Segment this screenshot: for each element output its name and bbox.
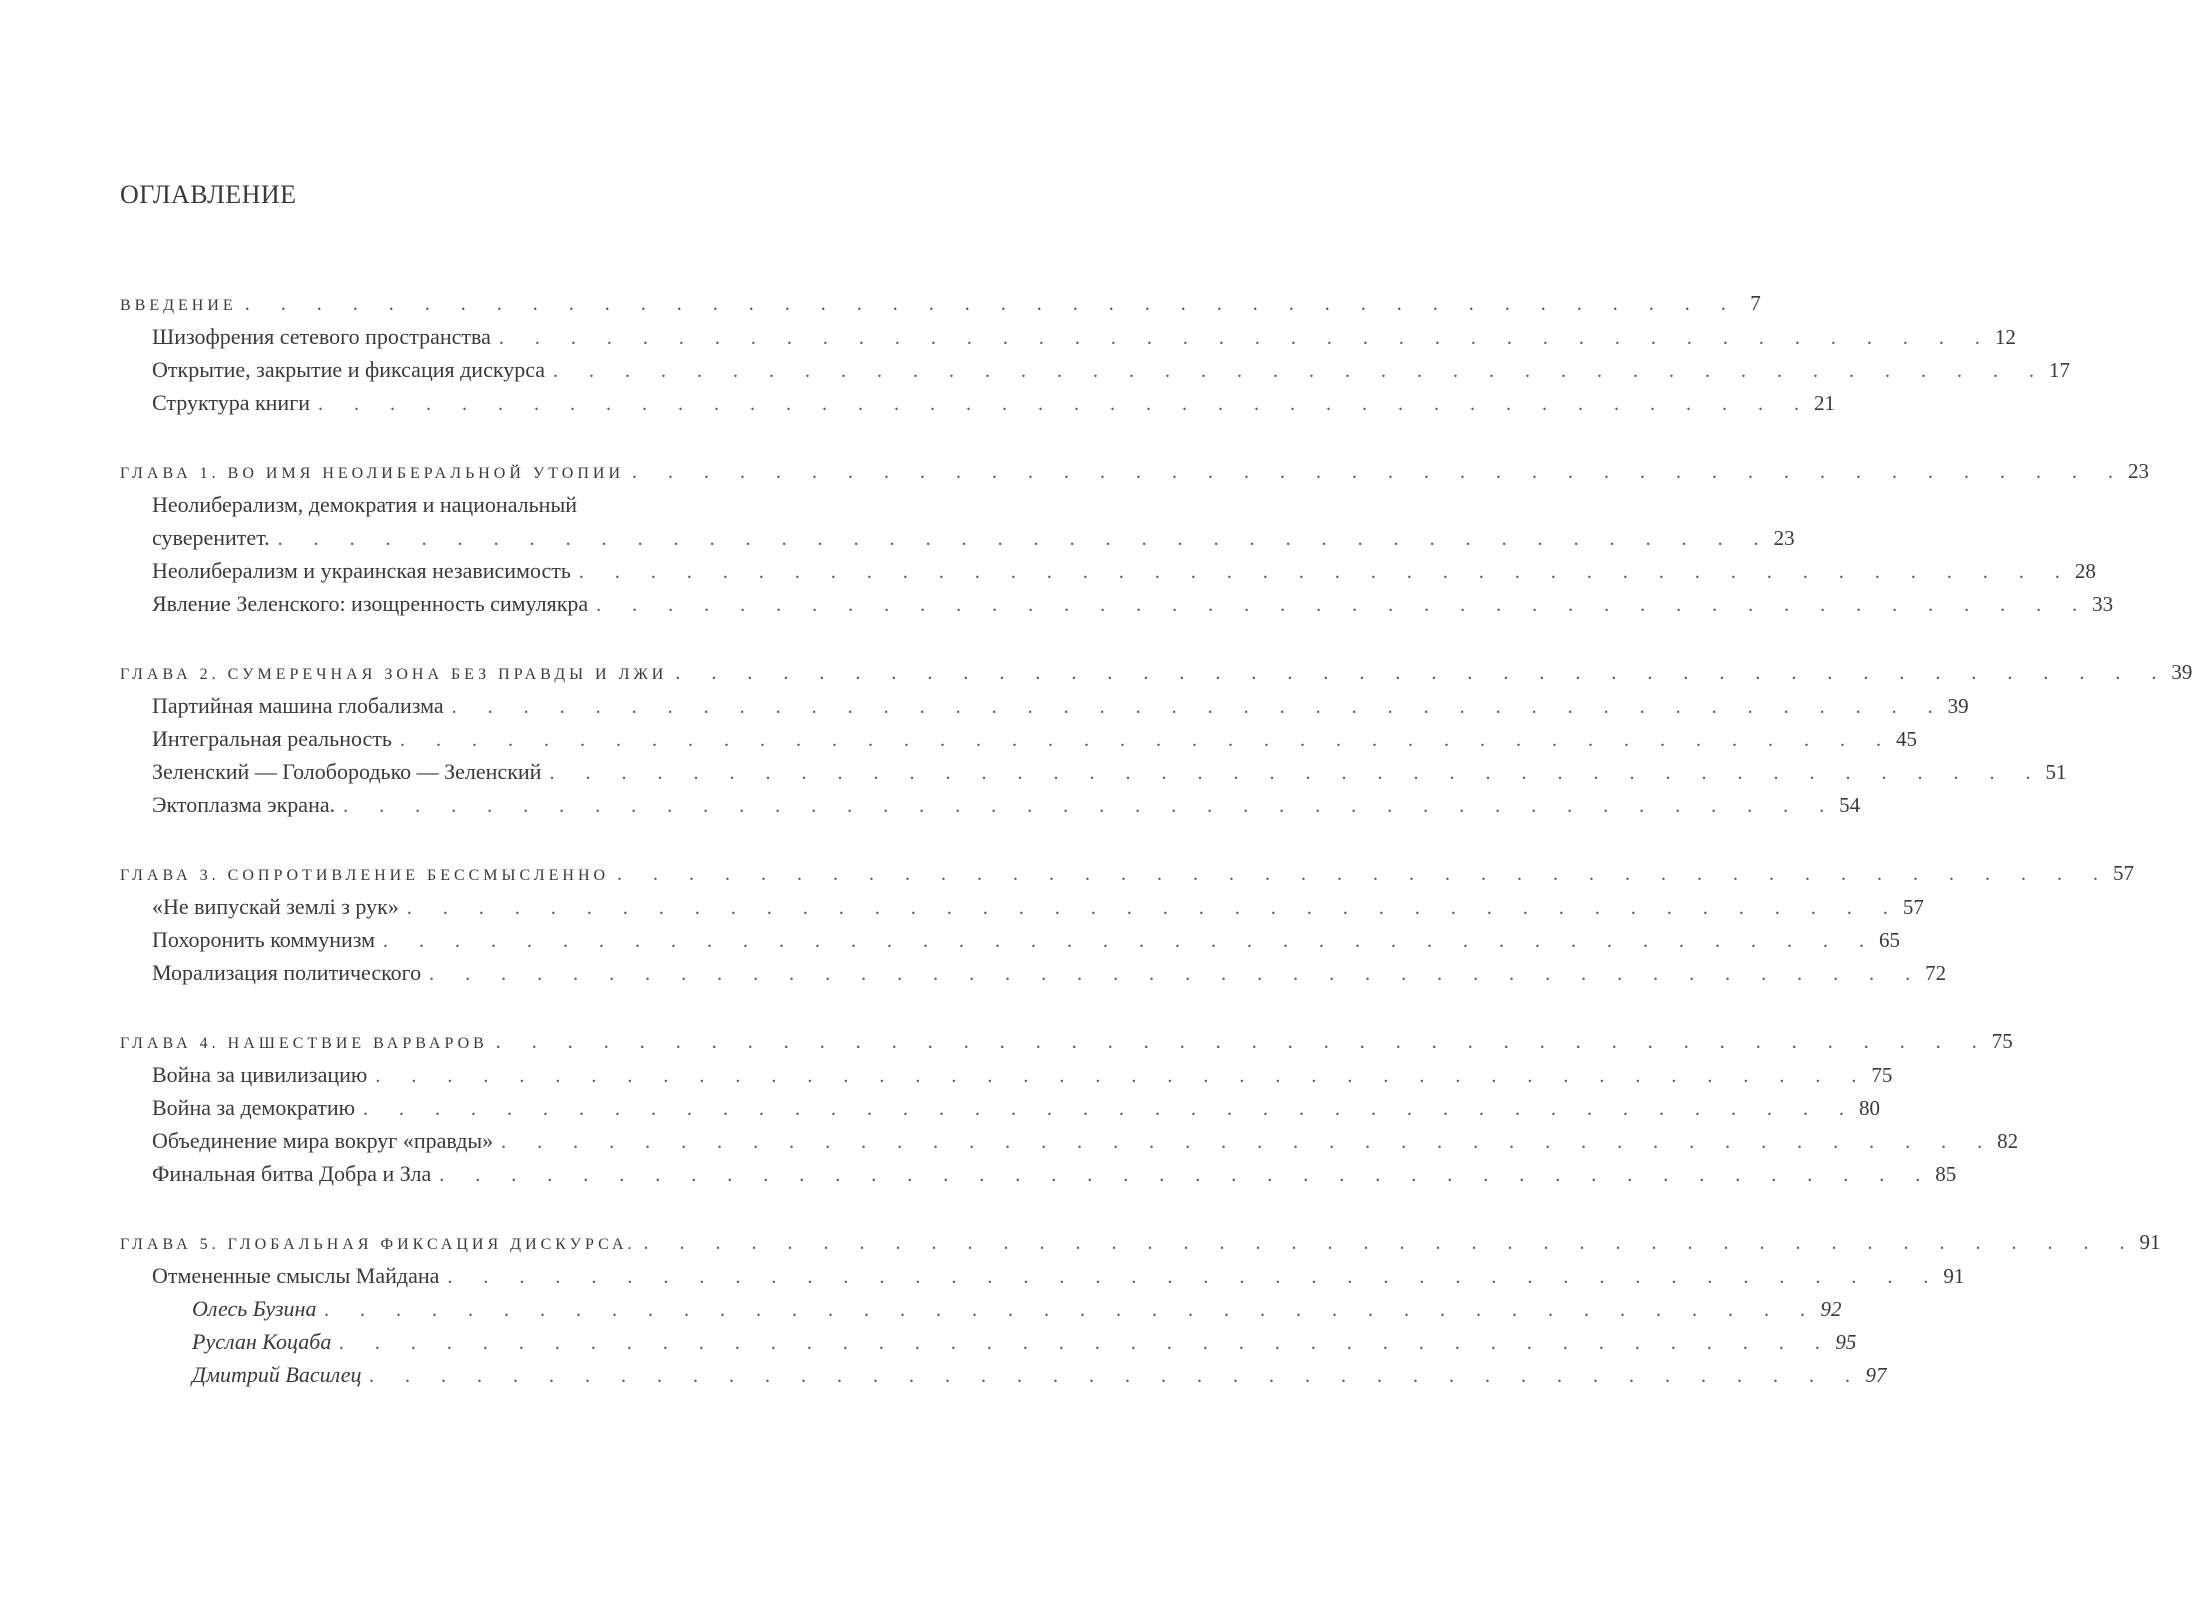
leader-dots: . . . . . . . . . . . . . . . . . . . . . . . . . . . . . . . . . . . . . . . . . . xyxy=(578,561,2073,583)
toc-section-chapter-3 xyxy=(120,857,2135,989)
entry-label: Явление Зеленского: изощренность симулякра xyxy=(152,591,589,616)
page-number: 97 xyxy=(1865,1363,1887,1387)
page-number: 91 xyxy=(2139,1230,2161,1254)
entry-label: Морализация политического xyxy=(152,960,422,985)
chapter-label: ГЛАВА 4. НАШЕСТВИЕ ВАРВАРОВ xyxy=(120,1035,488,1052)
subentry-label: Олесь Бузина xyxy=(192,1296,317,1321)
leader-dots: . . . . . . . . . . . . . . . . . . . . . . . . . . . . . . . . . . . . . . . . . . xyxy=(447,1266,1942,1288)
entry-label: Эктоплазма экрана. xyxy=(152,792,336,817)
entry-label: Структура книги xyxy=(152,390,310,415)
toc-section-introduction xyxy=(120,287,2071,419)
chapter-label: ГЛАВА 2. СУМЕРЕЧНАЯ ЗОНА БЕЗ ПРАВДЫ И ЛЖИ xyxy=(120,666,668,683)
page-number: 72 xyxy=(1925,961,1947,985)
toc-entry-row[interactable] xyxy=(120,320,2016,353)
page-number: 54 xyxy=(1839,793,1861,817)
toc-entry-row[interactable] xyxy=(120,386,1835,419)
toc-section-chapter-4 xyxy=(120,1025,2019,1190)
chapter-label: ГЛАВА 1. ВО ИМЯ НЕОЛИБЕРАЛЬНОЙ УТОПИИ xyxy=(120,465,625,482)
entry-label: Неолиберализм, демократия и национальный xyxy=(152,492,577,517)
page-number: 7 xyxy=(1750,291,1761,315)
toc-chapter-row[interactable] xyxy=(120,455,2150,488)
entry-label: Шизофрения сетевого пространства xyxy=(152,324,491,349)
leader-dots: . . . . . . . . . . . . . . . . . . . . . . . . . . . . . . . . . . . . . . . . . . xyxy=(375,1065,1870,1087)
toc-entry-row-line-1[interactable] xyxy=(120,488,860,521)
toc-entry-row[interactable] xyxy=(120,1157,1957,1190)
toc-entry-row[interactable] xyxy=(120,956,1947,989)
toc-entry-row[interactable] xyxy=(120,1091,1881,1124)
entry-label: Война за демократию xyxy=(152,1095,356,1120)
leader-dots: . . . . . . . . . . . . . . . . . . . . . . . . . . . . . . . . . . . . . . . . . . xyxy=(501,1131,1996,1153)
toc-section-chapter-5 xyxy=(120,1226,2161,1391)
page-number: 33 xyxy=(2092,592,2114,616)
page-number: 39 xyxy=(2171,660,2192,684)
toc-entry-row[interactable] xyxy=(120,554,2096,587)
toc-chapter-row[interactable] xyxy=(120,656,2192,689)
entry-label: Зеленский — Голобородько — Зеленский xyxy=(152,759,542,784)
chapter-label: ГЛАВА 5. ГЛОБАЛЬНАЯ ФИКСАЦИЯ ДИСКУРСА. xyxy=(120,1236,636,1253)
leader-dots: . . . . . . . . . . . . . . . . . . . . . . . . . . . . . . . . . . . . . . . . . . xyxy=(617,863,2112,885)
leader-dots: . . . . . . . . . . . . . . . . . . . . . . . . . . . . . . . . . . . . . . . . . . xyxy=(549,762,2044,784)
subentry-label: Руслан Коцаба xyxy=(192,1329,332,1354)
entry-label: «Не випускай землі з рук» xyxy=(152,894,399,919)
entry-label: Финальная битва Добра и Зла xyxy=(152,1161,432,1186)
page-title: ОГЛАВЛЕНИЕ xyxy=(120,180,297,209)
toc-entry-row[interactable] xyxy=(120,689,1969,722)
leader-dots: . . . . . . . . . . . . . . . . . . . . . . . . . . . . . . . . . . . . . . . . . . xyxy=(399,729,1894,751)
leader-dots: . . . . . . . . . . . . . . . . . . . . . . . . . . . . . . . . . . . . . . . . . . xyxy=(675,662,2170,684)
page-number: 95 xyxy=(1835,1330,1857,1354)
leader-dots: . . . . . . . . . . . . . . . . . . . . . . . . . . . . . . . . . . . . . . . . . . xyxy=(318,393,1812,415)
page-number: 12 xyxy=(1994,325,2016,349)
page-number: 57 xyxy=(1902,895,1924,919)
page-number: 57 xyxy=(2113,861,2135,885)
leader-dots: . . . . . . . . . . . . . . . . . . . . . . . . . . . . . . . . . . . . . . . . . . xyxy=(324,1299,1819,1321)
entry-label: Отмененные смыслы Майдана xyxy=(152,1263,440,1288)
page-number: 75 xyxy=(1871,1063,1893,1087)
toc-subentry-row[interactable] xyxy=(120,1325,1857,1358)
page-number: 21 xyxy=(1814,391,1835,415)
toc-entry-row[interactable] xyxy=(120,1259,1965,1292)
entry-label: Интегральная реальность xyxy=(152,726,392,751)
leader-dots: . . . . . . . . . . . . . . . . . . . . . . . . . . . . . . . . . . . . . . . . . . xyxy=(277,528,1772,550)
table-of-contents xyxy=(120,287,2192,1427)
leader-dots: . . . . . . . . . . . . . . . . . . . . . . . . . . . . . . . . . . . . . . . . . . xyxy=(498,327,1993,349)
entry-label: Война за цивилизацию xyxy=(152,1062,368,1087)
leader-dots: . . . . . . . . . . . . . . . . . . . . . . . . . . . . . . . . . . . . . . . . . . xyxy=(383,930,1878,952)
chapter-label: ГЛАВА 3. СОПРОТИВЛЕНИЕ БЕССМЫСЛЕННО xyxy=(120,867,610,884)
leader-dots: . . . . . . . . . . . . . . . . . . . . . . . . . . . . . . . . . . . . . . . . . . xyxy=(363,1098,1858,1120)
toc-entry-row[interactable] xyxy=(120,587,2114,620)
page-number: 45 xyxy=(1895,727,1917,751)
leader-dots: . . . . . . . . . . . . . . . . . . . . . . . . . . . . . . . . . . . . . . . . . . xyxy=(429,963,1924,985)
toc-section-chapter-1 xyxy=(120,455,2150,620)
entry-label: Объединение мира вокруг «правды» xyxy=(152,1128,494,1153)
toc-entry-row[interactable] xyxy=(120,923,1901,956)
entry-label: суверенитет. xyxy=(152,525,270,550)
page-number: 17 xyxy=(2049,358,2071,382)
toc-chapter-row[interactable] xyxy=(120,287,1761,320)
leader-dots: . . . . . . . . . . . . . . . . . . . . . . . . . . . . . . . . . . . . . . . . . . xyxy=(439,1164,1934,1186)
toc-chapter-row[interactable] xyxy=(120,1226,2161,1259)
page-number: 23 xyxy=(2128,459,2150,483)
leader-dots: . . . . . . . . . . . . . . . . . . . . . . . . . . . . . . . . . . . . . . . . . . xyxy=(643,1232,2138,1254)
subentry-label: Дмитрий Василец xyxy=(192,1362,362,1387)
toc-chapter-row[interactable] xyxy=(120,857,2135,890)
leader-dots: . . . . . . . . . . . . . . . . . . . . . . . . . . . . . . . . . . . . . . . . . . xyxy=(632,461,2127,483)
toc-entry-row-line-2[interactable] xyxy=(120,521,1795,554)
entry-label: Партийная машина глобализма xyxy=(152,693,444,718)
leader-dots: . . . . . . . . . . . . . . . . . . . . . . . . . . . . . . . . . . . . . . . . . . xyxy=(369,1365,1864,1387)
page-number: 75 xyxy=(1991,1029,2013,1053)
toc-entry-row[interactable] xyxy=(120,788,1861,821)
page-number: 85 xyxy=(1935,1162,1957,1186)
toc-entry-row[interactable] xyxy=(120,1124,2019,1157)
toc-entry-row[interactable] xyxy=(120,1058,1893,1091)
leader-dots: . . . . . . . . . . . . . . . . . . . . . . . . . . . . . . . . . . . . . . . . . . xyxy=(343,795,1838,817)
entry-label: Открытие, закрытие и фиксация дискурса xyxy=(152,357,546,382)
leader-dots: . . . . . . . . . . . . . . . . . . . . . . . . . . . . . . . . . . . . . . . . . . xyxy=(406,897,1901,919)
leader-dots: . . . . . . . . . . . . . . . . . . . . . . . . . . . . . . . . . . . . . . . . . . xyxy=(451,696,1946,718)
page-number: 51 xyxy=(2045,760,2067,784)
entry-label: Неолиберализм и украинская независимость xyxy=(152,558,571,583)
toc-entry-row[interactable] xyxy=(120,755,2067,788)
toc-section-chapter-2 xyxy=(120,656,2192,821)
toc-entry-row[interactable] xyxy=(120,353,2071,386)
toc-subentry-row[interactable] xyxy=(120,1358,1887,1391)
page-number: 39 xyxy=(1947,694,1969,718)
leader-dots: . . . . . . . . . . . . . . . . . . . . . . . . . . . . . . . . . . . . . . . . . . xyxy=(596,594,2091,616)
page-number: 91 xyxy=(1943,1264,1965,1288)
page-number: 92 xyxy=(1820,1297,1842,1321)
page-number: 28 xyxy=(2074,559,2096,583)
toc-subentry-row[interactable] xyxy=(120,1292,1842,1325)
page-number: 23 xyxy=(1773,526,1795,550)
leader-dots: . . . . . . . . . . . . . . . . . . . . . . . . . . . . . . . . . . . . . . . . . . xyxy=(339,1332,1834,1354)
leader-dots: . . . . . . . . . . . . . . . . . . . . . . . . . . . . . . . . . . . . . . . . . . xyxy=(495,1031,1990,1053)
toc-entry-row[interactable] xyxy=(120,890,1924,923)
page-number: 80 xyxy=(1859,1096,1881,1120)
toc-entry-row[interactable] xyxy=(120,722,1917,755)
leader-dots: . . . . . . . . . . . . . . . . . . . . . . . . . . . . . . . . . . . . . . . . . . xyxy=(553,360,2048,382)
entry-label: Похоронить коммунизм xyxy=(152,927,376,952)
toc-chapter-row[interactable] xyxy=(120,1025,2013,1058)
leader-dots: . . . . . . . . . . . . . . . . . . . . . . . . . . . . . . . . . . . . . . . . . . xyxy=(244,293,1739,315)
page-number: 65 xyxy=(1879,928,1901,952)
chapter-label: ВВЕДЕНИЕ xyxy=(120,297,237,314)
page-number: 82 xyxy=(1997,1129,2019,1153)
